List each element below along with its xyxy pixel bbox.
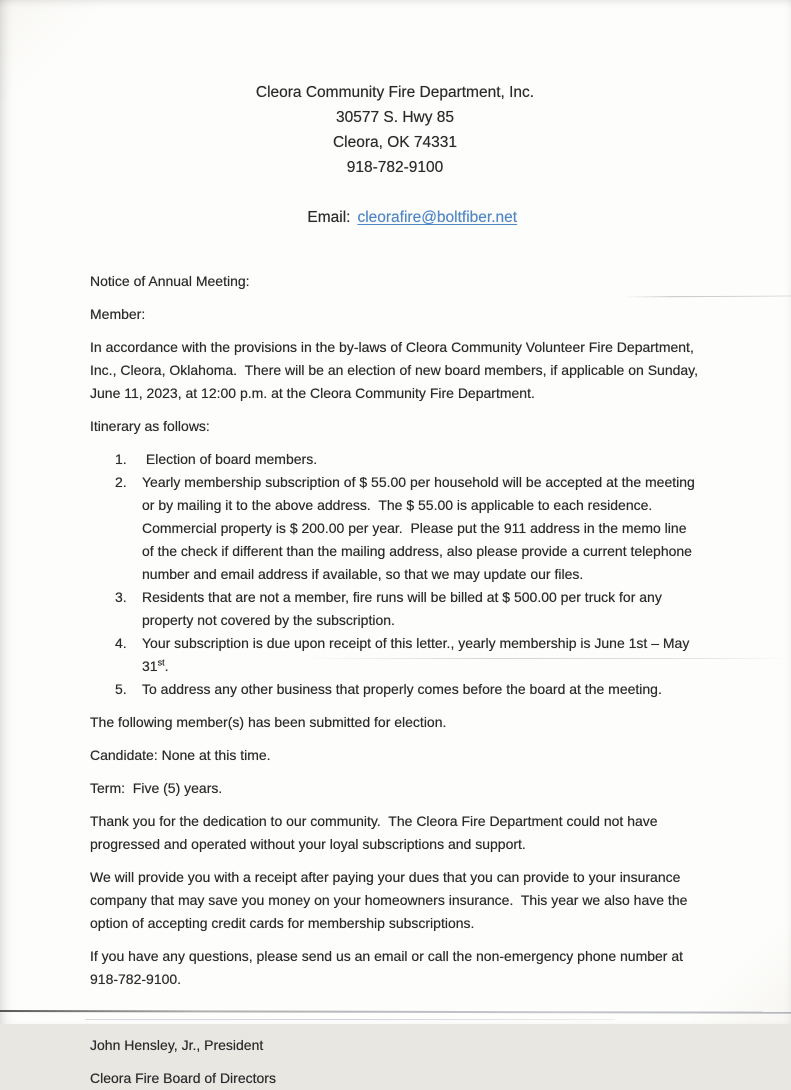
item-text: Election of board members. [142, 451, 318, 467]
address-line-1: 30577 S. Hwy 85 [335, 109, 455, 126]
questions-paragraph: If you have any questions, please send us an email or call the non-emergency phone number at 918-782-9100. [90, 948, 687, 987]
item-text: Residents that are not a member, fire runs will be billed at $ 500.00 per truck for any property not covered by the subscription. [142, 589, 666, 628]
thanks-paragraph: Thank you for the dedication to our community. The Cleora Fire Department could not have progressed and operated without your loyal subscriptions and support. [90, 813, 662, 852]
item-text: Your subscription is due upon receipt of this letter., yearly membership is June 1st – May 31st. [142, 635, 694, 674]
email-label: Email: [307, 209, 351, 226]
signature-name: John Hensley, Jr., President [90, 1037, 264, 1053]
item-number: 1. [115, 451, 127, 467]
itinerary-list [90, 448, 700, 701]
itinerary-item-1 [115, 448, 700, 471]
letter-content [90, 0, 700, 1090]
election-line: The following member(s) has been submitted for election. [90, 714, 447, 730]
item-text: To address any other business that properly comes before the board at the meeting. [142, 681, 662, 697]
itinerary-item-5 [115, 678, 700, 701]
candidate-line: Candidate: None at this time. [90, 747, 271, 763]
intro-paragraph: In accordance with the provisions in the by-laws of Cleora Community Volunteer Fire Department, Inc., Cleora, Oklahoma. There will be an election of new board members, if applicable on Sunday, June 11, 2023, at 12:00 p.m. at the Cleora Community Fire Department. [90, 339, 702, 401]
signature-org: Cleora Fire Board of Directors [90, 1070, 276, 1086]
salutation: Member: [90, 306, 146, 322]
receipt-paragraph: We will provide you with a receipt after paying your dues that you can provide to your insurance company that may save you money on your homeowners insurance. This year we also have the option of accepting credit cards for membership subscriptions. [90, 869, 692, 931]
itinerary-heading: Itinerary as follows: [90, 418, 210, 434]
letterhead [90, 80, 700, 255]
itinerary-item-2 [115, 471, 700, 586]
itinerary-item-4 [115, 632, 700, 678]
signature-block [90, 1034, 700, 1090]
notice-line: Notice of Annual Meeting: [90, 273, 250, 289]
superscript-ordinal: st [157, 657, 165, 668]
phone-number: 918-782-9100 [346, 159, 444, 176]
item-number: 3. [115, 589, 127, 605]
itinerary-item-3 [115, 586, 700, 632]
item-text: Yearly membership subscription of $ 55.00 per household will be accepted at the meeting or by mailing it to the above address. The $ 55.00 is applicable to each residence. Commercial property is $ 200.00 per year. Please put the 911 address in the memo line of the check if different than the mailing address, also please provide a current telephone number and email address if available, so that we may update our files. [142, 474, 699, 582]
item-number: 2. [115, 474, 127, 490]
org-name: Cleora Community Fire Department, Inc. [255, 84, 535, 101]
address-line-2: Cleora, OK 74331 [332, 134, 458, 151]
term-line: Term: Five (5) years. [90, 780, 223, 796]
email-link[interactable]: cleorafire@boltfiber.net [357, 209, 518, 226]
item-number: 4. [115, 635, 127, 651]
email-line [90, 180, 700, 255]
item-number: 5. [115, 681, 127, 697]
